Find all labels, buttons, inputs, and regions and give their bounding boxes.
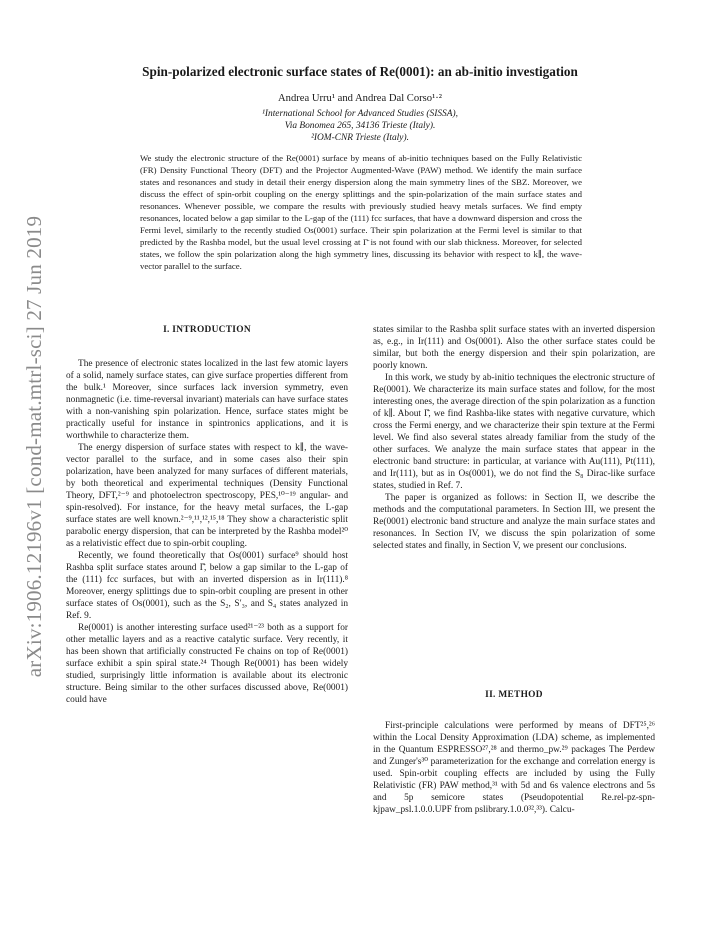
right-column-top	[373, 324, 655, 552]
affiliation-line: Via Bonomea 265, 34136 Trieste (Italy).	[284, 121, 436, 131]
paragraph: states similar to the Rashba split surface states with an inverted dispersion as, e.g., in Ir(111) and Os(0001). Also the other surface states could be similar, but both the energy dispersion and their spin polarization, are poorly known.	[373, 325, 655, 371]
left-column	[66, 358, 348, 706]
paper-title: Spin-polarized electronic surface states of Re(0001): an ab-initio investigation	[142, 64, 578, 79]
section-heading-introduction: I. INTRODUCTION	[163, 325, 251, 335]
arxiv-id: arXiv:1906.12196v1 [cond-mat.mtrl-sci] 27 Jun 2019	[22, 215, 47, 677]
section-heading-method: II. METHOD	[485, 690, 543, 700]
affiliation-line: ¹International School for Advanced Studies (SISSA),	[262, 109, 458, 119]
right-column-method	[373, 720, 655, 816]
affiliations	[60, 108, 660, 144]
paragraph: The presence of electronic states localized in the last few atomic layers of a solid, namely surface states, can give surface properties different from the bulk.¹ Moreover, since surfaces lack inversion symmetry, even nonmagnetic (i.e. time-reversal invariant) materials can have surface states with a non-vanishing spin polarization. Hence, surface states might be practically useful for instance in spintronics applications, and it is worthwhile to characterize them.	[66, 359, 348, 441]
paragraph: The paper is organized as follows: in Section II, we describe the methods and the computational parameters. In Section III, we present the Re(0001) electronic band structure and analyze the main surface states and resonances. In Section IV, we discuss the spin polarization of some selected states and finally, in Section V, we present our conclusions.	[373, 493, 655, 551]
paragraph: The energy dispersion of surface states with respect to k∥, the wave-vector parallel to the surface, and in some cases also their spin polarization, have been analyzed for many surfaces of different materials, by both theoretical and experimental techniques (Density Functional Theory, DFT,²⁻⁹ and photoelectron spectroscopy, PES,¹⁰⁻¹⁹ angular- and spin-resolved). For instance, for the heavy metal surfaces, the L-gap surface states are well known.²⁻⁹,¹¹,¹²,¹⁵,¹⁸ They show a characteristic split parabolic energy dispersion, that can be interpreted by the Rashba model²⁰ as a relativistic effect due to spin-orbit coupling.	[66, 443, 348, 549]
paragraph: First-principle calculations were performed by means of DFT²⁵,²⁶ within the Local Density Approximation (LDA) scheme, as implemented in the Quantum ESPRESSO²⁷,²⁸ and thermo_pw.²⁹ packages The Perdew and Zunger's³⁰ parameterization for the exchange and correlation energy is used. Spin-orbit coupling effects are included by using the Fully Relativistic (FR) PAW method,³¹ with 5d and 6s valence electrons and 5s and 5p semicore states (Pseudopotential Re.rel-pz-spn-kjpaw_psl.1.0.0.UPF from pslibrary.1.0.0³²,³³). Calcu-	[373, 721, 655, 815]
abstract: We study the electronic structure of the Re(0001) surface by means of ab-initio techniques based on the Fully Relativistic (FR) Density Functional Theory (DFT) and the Projector Augmented-Wave (PAW) method. We identify the main surface states and resonances and study in detail their energy dispersion along the main symmetry lines of the SBZ. Moreover, we discuss the effect of spin-orbit coupling on the energy splittings and the spin-polarization of the main surface states and resonances. Whenever possible, we compare the results with previously studied heavy metals surfaces. We find empty resonances, located below a gap similar to the L-gap of the (111) fcc surfaces, that have a downward dispersion and cross the Fermi level, similarly to the recently studied Os(0001) surface. Their spin polarization at the Fermi level is similar to that predicted by the Rashba model, but the usual level crossing at Γ̄ is not found with our slab thickness. Moreover, for selected states, we follow the spin polarization along the high symmetry lines, discussing its behavior with respect to k∥, the wave-vector parallel to the surface.	[140, 153, 582, 271]
affiliation-line: ²IOM-CNR Trieste (Italy).	[311, 133, 409, 143]
paragraph: In this work, we study by ab-initio techniques the electronic structure of Re(0001). We characterize its main surface states and follow, for the most interesting ones, the average direction of the spin polarization as a function of k∥. About Γ̄, we find Rashba-like states with negative curvature, which cross the Fermi energy, and we characterize their spin texture at the Fermi level. We find also several states already familiar from the study of the other surfaces. We analyze the main surface states that appear in the electronic band structure: in particular, at variance with Au(111), Pt(111), and Ir(111), but as in Os(0001), we do not find the S₈ Dirac-like surface states, studied in Ref. 7.	[373, 373, 655, 491]
paragraph: Re(0001) is another interesting surface used²¹⁻²³ both as a support for other metallic layers and as a reactive catalytic surface. Very recently, it has been shown that artificially constructed Fe chains on top of Re(0001) surface exhibit a spin spiral state.²⁴ Though Re(0001) has been widely studied, surprisingly little information is available about its electronic structure. Being similar to the other surfaces discussed above, Re(0001) could have	[66, 623, 348, 705]
paragraph: Recently, we found theoretically that Os(0001) surface⁹ should host Rashba split surface states around Γ̄, below a gap similar to the L-gap of the (111) fcc surfaces, but with an inverted dispersion as in Ir(111).⁸ Moreover, energy splittings due to spin-orbit coupling are present in other surface states of Os(0001), such as the S₂, S′₃, and S₄ states analyzed in Ref. 9.	[66, 551, 348, 621]
arxiv-watermark	[14, 212, 56, 680]
author-list: Andrea Urru¹ and Andrea Dal Corso¹·²	[278, 93, 442, 104]
